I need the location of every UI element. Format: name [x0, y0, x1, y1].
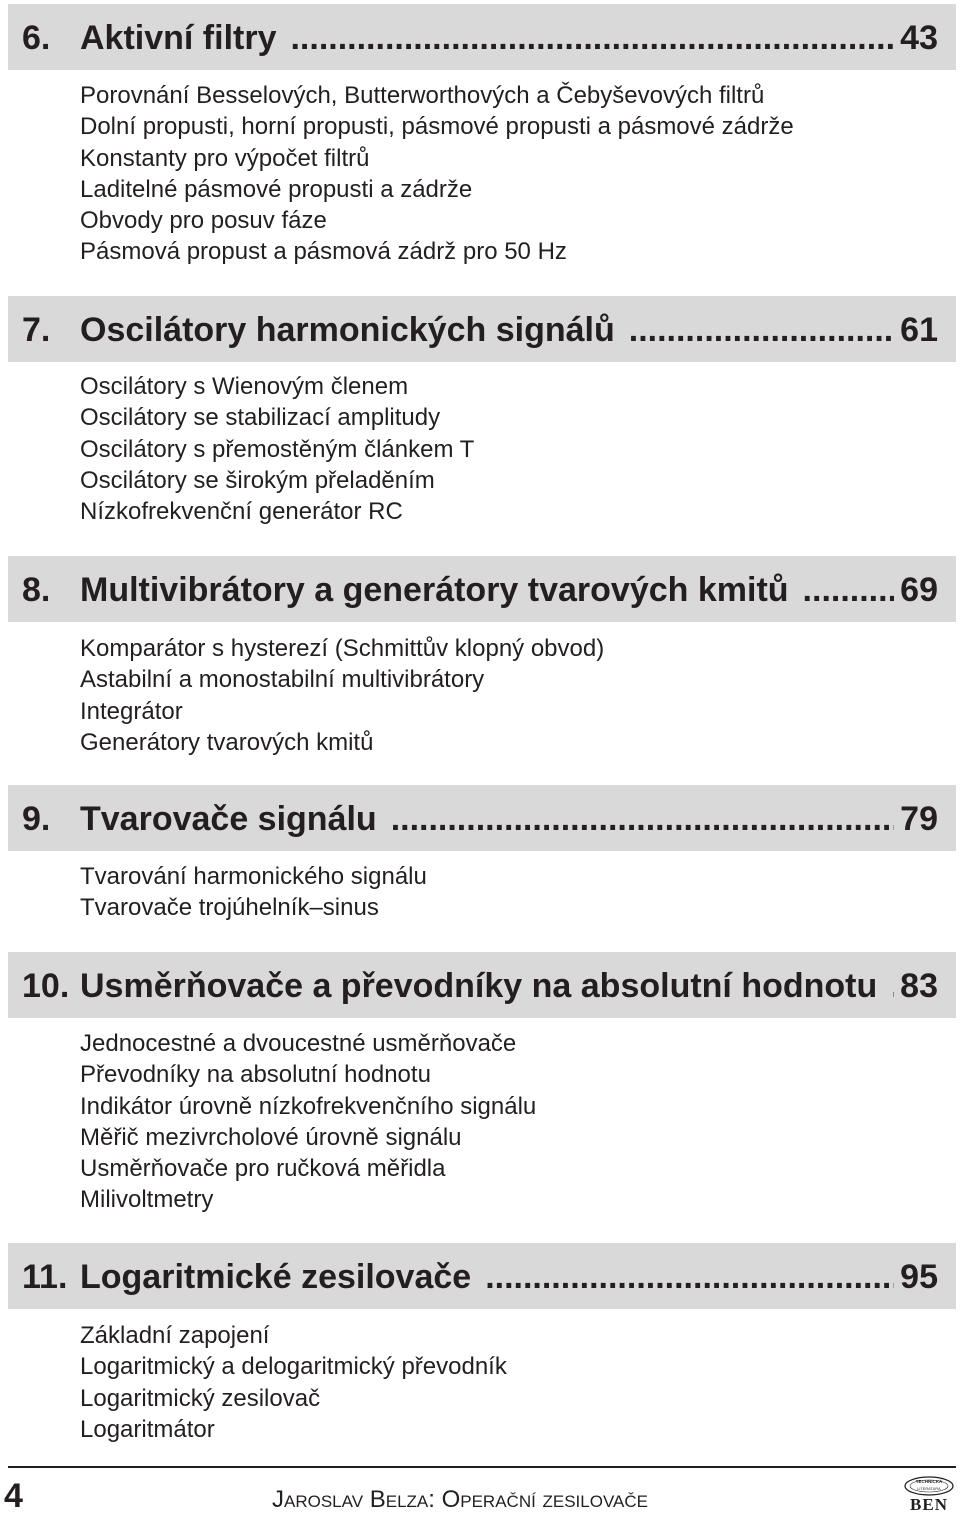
chapter-number: 11.	[22, 1258, 68, 1296]
section-item: Integrátor	[80, 697, 183, 725]
section-item: Tvarování harmonického signálu	[80, 863, 427, 890]
chapter-title: Multivibrátory a generátory tvarových kmitů	[80, 571, 789, 609]
section-item: Základní zapojení	[80, 1322, 270, 1349]
section-item: Generátory tvarových kmitů	[80, 728, 374, 756]
section-item: Konstanty pro výpočet filtrů	[80, 144, 370, 172]
section-item: Milivoltmetry	[80, 1186, 214, 1214]
logo-mark: BEN	[910, 1495, 948, 1512]
section-item: Oscilátory s přemostěným článkem T	[80, 435, 475, 463]
section-item: Porovnání Besselových, Butterworthových a Čebyševových filtrů	[80, 82, 765, 109]
dot-leader	[290, 18, 894, 58]
chapter-page-number: 69	[900, 571, 938, 609]
page-number: 4	[4, 1477, 23, 1515]
chapter-page-number: 61	[900, 311, 938, 349]
chapter-heading[interactable]	[80, 18, 938, 58]
section-item: Oscilátory s Wienovým členem	[80, 373, 409, 400]
logo-text-top: TECHNICKÁ	[915, 1479, 943, 1484]
footer-rule	[8, 1466, 956, 1468]
chapter-heading[interactable]	[80, 966, 938, 1006]
section-item: Logaritmátor	[80, 1415, 215, 1443]
chapter-page-number: 43	[900, 19, 938, 57]
section-item: Jednocestné a dvoucestné usměrňovače	[80, 1030, 517, 1057]
section-item: Usměrňovače pro ručková měřidla	[80, 1155, 446, 1183]
section-item: Oscilátory se širokým přeladěním	[80, 466, 435, 494]
chapter-heading[interactable]	[80, 1257, 938, 1297]
section-list	[80, 1320, 507, 1445]
section-item: Laditelné pásmové propusti a zádrže	[80, 175, 473, 203]
chapter-number: 7.	[22, 311, 51, 349]
section-item: Komparátor s hysterezí (Schmittův klopný obvod)	[80, 635, 605, 662]
chapter-number: 8.	[22, 571, 51, 609]
chapter-heading[interactable]	[80, 799, 938, 839]
section-item: Měřič mezivrcholové úrovně signálu	[80, 1123, 462, 1151]
section-item: Indikátor úrovně nízkofrekvenčního signálu	[80, 1092, 537, 1120]
chapter-page-number: 83	[900, 967, 938, 1005]
section-item: Logaritmický a delogaritmický převodník	[80, 1353, 507, 1381]
section-list	[80, 80, 794, 268]
dot-leader	[485, 1257, 894, 1297]
chapter-number: 6.	[22, 19, 51, 57]
dot-leader	[391, 799, 894, 839]
section-list	[80, 633, 604, 758]
section-item: Astabilní a monostabilní multivibrátory	[80, 666, 485, 694]
chapter-heading[interactable]	[80, 570, 938, 610]
chapter-title: Aktivní filtry	[80, 19, 277, 57]
section-list	[80, 1028, 536, 1216]
chapter-page-number: 79	[900, 800, 938, 838]
section-list	[80, 861, 427, 924]
section-item: Nízkofrekvenční generátor RC	[80, 498, 403, 526]
chapter-number: 10.	[22, 967, 70, 1005]
dot-leader	[803, 570, 895, 610]
chapter-heading[interactable]	[80, 310, 938, 350]
chapter-title: Oscilátory harmonických signálů	[80, 311, 615, 349]
section-item: Oscilátory se stabilizací amplitudy	[80, 404, 441, 432]
chapter-title: Logaritmické zesilovače	[80, 1258, 472, 1296]
dot-leader	[891, 966, 894, 1006]
dot-leader	[629, 310, 894, 350]
section-list	[80, 371, 474, 527]
section-item: Tvarovače trojúhelník–sinus	[80, 894, 379, 922]
running-title: Jaroslav Belza: Operační zesilovače	[272, 1486, 648, 1513]
chapter-number: 9.	[22, 800, 51, 838]
chapter-page-number: 95	[900, 1258, 938, 1296]
chapter-title: Tvarovače signálu	[80, 800, 377, 838]
section-item: Pásmová propust a pásmová zádrž pro 50 Hz	[80, 238, 567, 266]
section-item: Dolní propusti, horní propusti, pásmové propusti a pásmové zádrže	[80, 113, 794, 141]
section-item: Logaritmický zesilovač	[80, 1384, 321, 1412]
chapter-title: Usměrňovače a převodníky na absolutní hodnotu	[80, 967, 878, 1005]
ben-logo	[902, 1474, 956, 1512]
section-item: Převodníky na absolutní hodnotu	[80, 1061, 431, 1089]
logo-text-bottom: LITERATURA	[917, 1487, 941, 1491]
section-item: Obvody pro posuv fáze	[80, 207, 327, 235]
